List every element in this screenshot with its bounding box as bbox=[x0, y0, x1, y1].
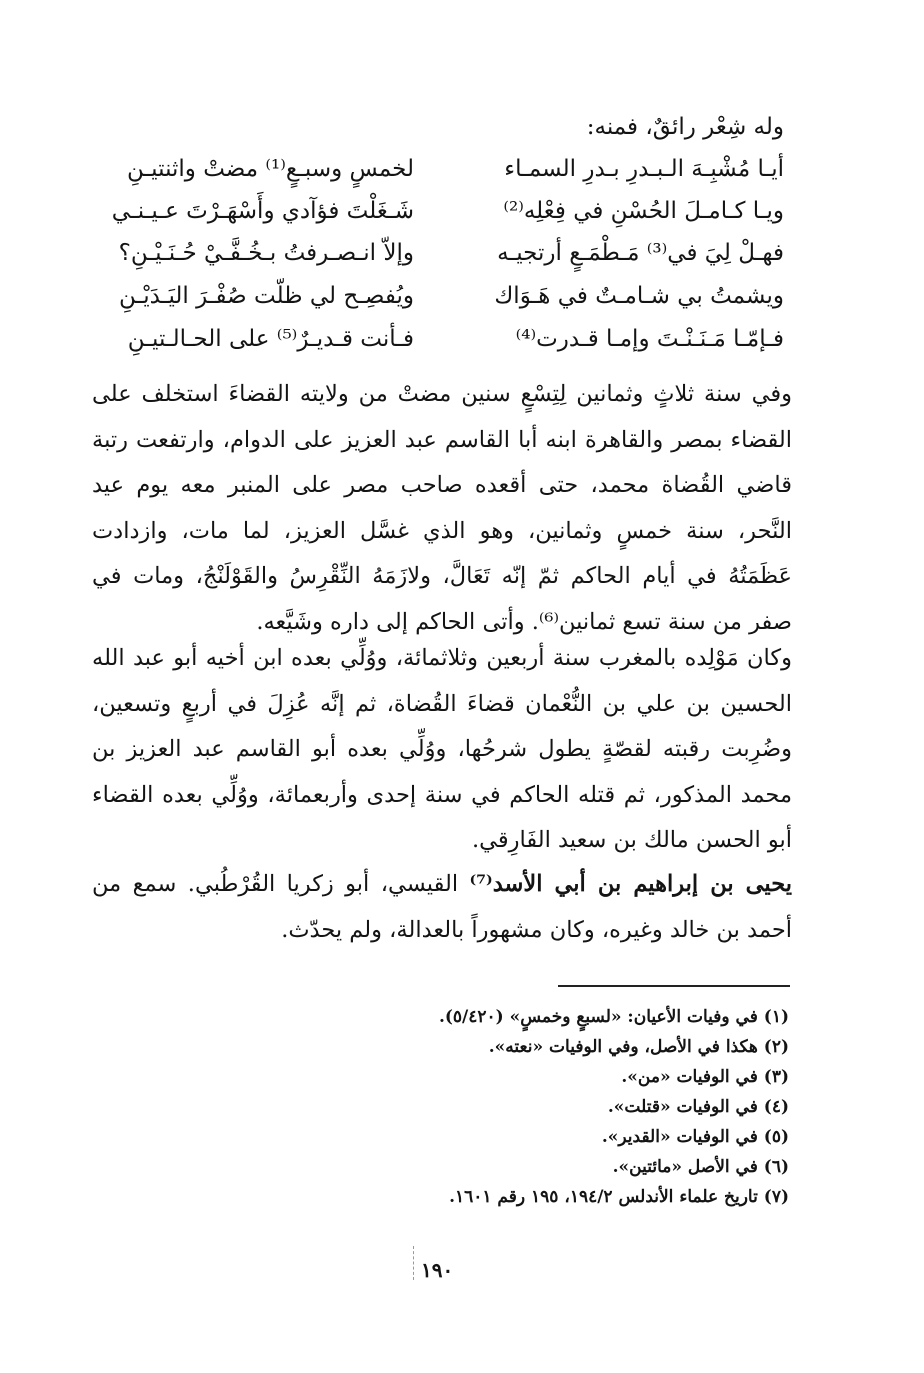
poem-verse bbox=[94, 277, 784, 315]
footnote: (٤) في الوفيات «قتلت». bbox=[607, 1097, 789, 1117]
footnote: (٣) في الوفيات «من». bbox=[621, 1067, 789, 1087]
page-margin-mark bbox=[413, 1246, 414, 1280]
footnote: (٧) تاريخ علماء الأندلس ١٩٤/٢، ١٩٥ رقم ١٦٠١. bbox=[449, 1187, 789, 1207]
verse-first-hemistich: أيـا مُشْبِـهَ الـبـدرِ بـدرِ السمـاء bbox=[504, 156, 784, 182]
verse-second-hemistich: فـأنت قـديـرٌ⁽⁵⁾ على الحـالـتيـنِ bbox=[127, 326, 414, 352]
body-paragraph: وفي سنة ثلاثٍ وثمانين لِتِسْعٍ سنين مضتْ من ولايته القضاءَ استخلف على القضاء بمصر والقاهرة ابنه أبا القاسم عبد العزيز على الدوام، وارتفعت رتبة قاضي القُضاة محمد، حتى أقعده صاحب مصر على المنبر معه يوم عيد النَّحر، سنة خمسٍ وثمانين، وهو الذي غسَّل العزيز، لما مات، وازدادت عَظَمَتُهُ في أيام الحاكم ثمّ إنّه تَعَالَّ، ولازَمَهُ النِّقْرِسُ والقَوْلَنْجُ، ومات في صفر من سنة تسع ثمانين⁽⁶⁾. وأتى الحاكم إلى داره وشَيَّعه. bbox=[92, 381, 792, 635]
verse-second-hemistich: لخمسٍ وسبـعٍ⁽¹⁾ مضتْ واثنتيـنِ bbox=[126, 156, 414, 182]
footnote: (١) في وفيات الأعيان: «لسبعٍ وخمسٍ» (٥/٤٢٠). bbox=[438, 1007, 789, 1027]
body-paragraph: وكان مَوْلِده بالمغرب سنة أربعين وثلاثمائة، ووُلِّي بعده ابن أخيه أبو عبد الله الحسين بن علي بن النُّعْمان قضاءَ القُضاة، ثم إنَّه عُزِلَ في أربعٍ وتسعين، وضُرِبت رقبته لقصّةٍ يطول شرحُها، ووُلِّي بعده أبو القاسم عبد العزيز بن محمد المذكور، ثم قتله الحاكم في سنة إحدى وأربعمائة، ووُلِّي بعده القضاء أبو الحسن مالك بن سعيد الفَارِقي. bbox=[92, 645, 792, 853]
biography-entry bbox=[92, 862, 792, 953]
entry-text: القيسي، أبو زكريا القُرْطُبي. سمع من أحمد بن خالد وغيره، وكان مشهوراً بالعدالة، ولم يحدّث. bbox=[92, 871, 792, 943]
page-number: ١٩٠ bbox=[421, 1258, 454, 1282]
footnote: (٢) هكذا في الأصل، وفي الوفيات «نعته». bbox=[488, 1037, 789, 1057]
verse-second-hemistich: شَـغَلْتَ فؤآدي وأَسْهَـرْتَ عـيـنـي bbox=[111, 198, 414, 224]
verse-first-hemistich: ويـا كـامـلَ الحُسْنِ في فِعْلِه⁽²⁾ bbox=[503, 198, 784, 224]
footnotes bbox=[269, 1002, 789, 1212]
verse-second-hemistich: ويُفصِـح لي ظلّت صُفْـرَ اليَـدَيْـنِ bbox=[119, 283, 414, 309]
poem-verse bbox=[94, 150, 784, 188]
verse-first-hemistich: ويشمتُ بي شـامـتٌ في هَـوَاك bbox=[494, 283, 784, 309]
poem-verse bbox=[94, 192, 784, 230]
verse-second-hemistich: وإلاّ انـصـرفتُ بـخُـفَّـيْ حُـنَـيْـنِ؟ bbox=[118, 240, 414, 266]
footnote: (٦) في الأصل «مائتين». bbox=[612, 1157, 789, 1177]
poem-verse bbox=[94, 320, 784, 358]
verse-first-hemistich: فـإمّـا مَـنَـنْـتَ وإمـا قـدرت⁽⁴⁾ bbox=[515, 326, 784, 352]
poem-verse bbox=[94, 234, 784, 272]
poem-intro: وله شِعْر رائقٌ، فمنه: bbox=[586, 114, 784, 140]
footnote: (٥) في الوفيات «القدير». bbox=[601, 1127, 789, 1147]
footnote-divider bbox=[558, 985, 790, 987]
verse-first-hemistich: فهـلْ لِيَ في⁽³⁾ مَـطْمَـعٍ أرتجيـه bbox=[497, 240, 784, 266]
entry-name: يحيى بن إبراهيم بن أبي الأسد⁽⁷⁾ bbox=[469, 871, 792, 897]
